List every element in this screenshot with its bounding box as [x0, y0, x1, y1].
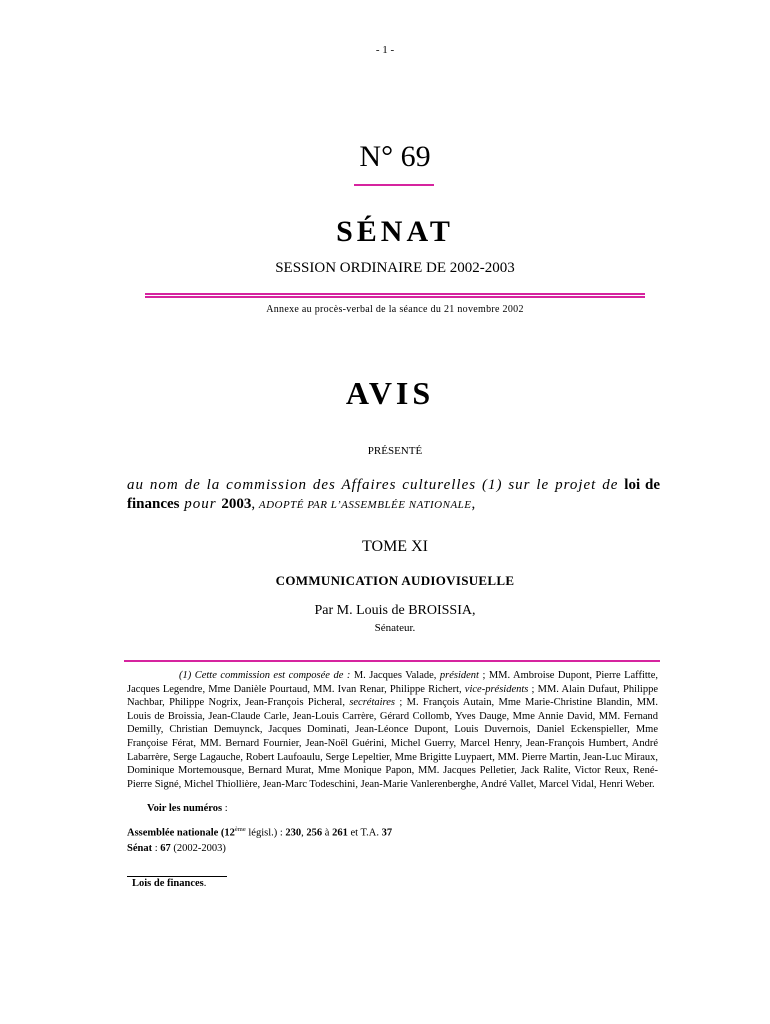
members-intro: (1) Cette commission est composée de : [179, 670, 351, 681]
senat-years: (2002-2003) [170, 843, 226, 854]
subject-title: COMMUNICATION AUDIOVISUELLE [275, 573, 515, 588]
page-number: - 1 - [375, 44, 395, 56]
members-text: ; MM. Alain Dufaut, Philippe Nachbar, Philippe Nogrix, Jean-François Picheral, [127, 683, 658, 709]
document-number: N° 69 [359, 140, 431, 173]
lois-de-finances [132, 878, 206, 889]
annexe-line: Annexe au procès-verbal de la séance du 21 novembre 2002 [266, 304, 524, 315]
assemblee-reference [127, 826, 392, 839]
intro-bold: 2003 [221, 496, 252, 512]
session-line: SESSION ORDINAIRE DE 2002-2003 [275, 260, 515, 276]
author-line: Par M. Louis de BROISSIA, [314, 603, 476, 618]
members-text: ; M. François Autain, Mme Marie-Christine Blandin, MM. Louis de Broissia, Jean-Claude Carle, Jean-Louis Carrère, Gérard Collomb, Yves Dauge, Mme Annie David, MM. Fernand Demilly, Christian Demuynck, Jacques Dominati, Jean-Léonce Dupont, Louis Duvernois, Daniel Eckenspieller, Mme Françoise Férat, MM. Bernard Fournier, Jean-Noël Guérini, Michel Guerry, Marcel Henry, Jean-François Humbert, André Labarrère, Serge Lagauche, Robert Laufoaulu, Serge Lepeltier, Mme Brigitte Luypaert, MM. Pierre Martin, Jean-Luc Miraux, Dominique Mortemousque, Bernard Murat, Mme Monique Papon, MM. Jacques Pelletier, Jack Ralite, Victor Reux, René-Pierre Signé, Michel Thiollière, Jean-Marc Todeschini, Jean-Marie Vanlerenberghe, André Vallet, Marcel Vidal, Henri Weber. [127, 697, 658, 790]
commission-members [127, 669, 658, 791]
members-text: M. Jacques Valade, [350, 670, 440, 681]
voir-colon: : [222, 803, 228, 814]
voir-numeros [147, 803, 228, 814]
lois-label: Lois de finances [132, 878, 204, 889]
senat-colon: : [152, 843, 161, 854]
members-role: vice-présidents [464, 683, 529, 695]
author-role: Sénateur. [374, 622, 416, 634]
institution-title: SÉNAT [336, 215, 454, 248]
footer-rule [127, 876, 227, 877]
title-rule [354, 184, 434, 186]
senat-label: Sénat [127, 843, 153, 854]
an-sep: , [301, 827, 307, 839]
presente-label: PRÉSENTÉ [367, 445, 423, 457]
an-number: 256 [306, 827, 323, 839]
intro-part: , [471, 496, 476, 512]
an-legisl: législ.) : [245, 827, 286, 839]
members-text: ; MM. Ambroise Dupont, Pierre Laffitte, Jacques Legendre, Mme Danièle Pourtaud, MM. Ivan Renar, Philippe Richert, [127, 670, 659, 695]
intro-part: pour [179, 496, 222, 512]
tome-label: TOME XI [362, 538, 428, 555]
intro-paragraph [127, 476, 660, 515]
intro-adopted: ADOPTÉ PAR L’ASSEMBLÉE NATIONALE [258, 499, 472, 511]
intro-bold: loi de finances [127, 477, 660, 512]
intro-part: au nom de la commission des Affaires culturelles (1) sur le projet de [127, 477, 625, 493]
senat-number: 67 [160, 843, 171, 854]
members-role: secrétaires [349, 697, 395, 709]
an-sep: à [322, 827, 333, 839]
document-type: AVIS [345, 375, 435, 411]
voir-label: Voir les numéros [147, 803, 223, 814]
lois-dot: . [203, 878, 207, 889]
an-number: 37 [381, 827, 393, 839]
an-sup: ème [234, 826, 246, 833]
an-label: Assemblée nationale (12 [127, 827, 235, 839]
an-sep: et T.A. [347, 827, 382, 839]
session-double-rule [145, 293, 645, 298]
an-number: 230 [285, 827, 302, 839]
members-role: président [439, 670, 479, 681]
senat-reference [127, 843, 226, 854]
members-rule [124, 660, 660, 662]
an-number: 261 [332, 827, 348, 839]
intro-part: , [251, 496, 259, 512]
